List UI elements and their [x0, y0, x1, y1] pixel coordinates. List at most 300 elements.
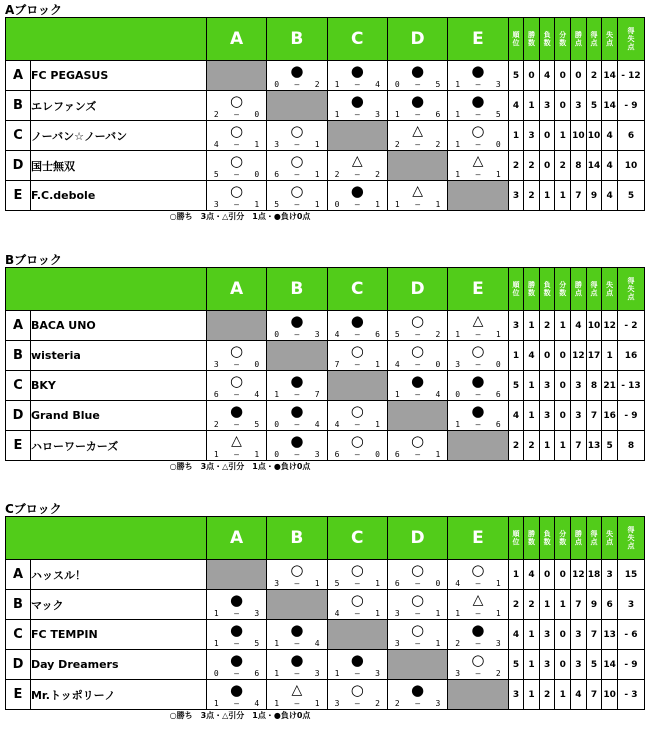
- stat-value: 0: [555, 61, 571, 91]
- block-title: Cブロック: [5, 502, 62, 516]
- stat-header-label: 得失点: [627, 27, 635, 51]
- stat-header-label: 失点: [606, 530, 614, 546]
- score-dash: –: [294, 450, 300, 459]
- win-mark-icon: ○: [290, 152, 304, 170]
- score-opponent: 4: [314, 639, 320, 648]
- score-opponent: 2: [375, 699, 380, 708]
- score-own: 0: [274, 80, 280, 89]
- match-result-cell: [448, 121, 508, 151]
- stat-value: 4: [539, 61, 555, 91]
- score-own: 0: [274, 330, 280, 339]
- score-dash: –: [475, 669, 481, 678]
- score-dash: –: [294, 200, 300, 209]
- score-dash: –: [475, 609, 481, 618]
- stat-value: 0: [555, 620, 571, 650]
- stat-value: 7: [571, 590, 587, 620]
- match-result-cell: [448, 620, 508, 650]
- stat-value: 0: [571, 61, 587, 91]
- score-dash: –: [234, 699, 239, 708]
- match-result-cell: [206, 181, 266, 211]
- stat-value: 2: [524, 431, 540, 461]
- match-result-cell: [206, 341, 266, 371]
- team-row: [6, 401, 645, 431]
- stat-value: 3: [539, 371, 555, 401]
- stat-value: - 9: [617, 91, 644, 121]
- team-name: Mr.トッポリーノ: [30, 680, 206, 710]
- match-result-cell: [387, 181, 447, 211]
- match-result-cell: [327, 341, 387, 371]
- score-dash: –: [475, 110, 481, 119]
- column-header: D: [387, 517, 447, 560]
- score-opponent: 1: [254, 200, 260, 209]
- score-dash: –: [475, 390, 481, 399]
- score-opponent: 4: [314, 420, 320, 429]
- stat-value: 2: [539, 680, 555, 710]
- score-dash: –: [234, 360, 239, 369]
- loss-mark-icon: ●: [471, 621, 485, 639]
- stat-header: [571, 18, 587, 61]
- stat-value: - 13: [617, 371, 644, 401]
- stat-header-label: 勝数: [528, 281, 536, 297]
- stat-header: [524, 517, 540, 560]
- loss-mark-icon: ●: [350, 62, 364, 80]
- match-result-cell: [327, 650, 387, 680]
- win-mark-icon: ○: [411, 432, 425, 450]
- team-name: BKY: [30, 371, 206, 401]
- stat-value: 10: [571, 121, 587, 151]
- score-opponent: 4: [254, 699, 260, 708]
- score-own: 1: [394, 200, 400, 209]
- score-own: 1: [455, 330, 461, 339]
- stat-value: 17: [586, 341, 602, 371]
- stat-header-label: 分数: [559, 530, 567, 546]
- score-own: 3: [213, 200, 219, 209]
- stat-value: 1: [508, 341, 524, 371]
- match-result-cell: [448, 401, 508, 431]
- draw-mark-icon: △: [351, 153, 363, 169]
- header-row: [6, 18, 645, 61]
- stat-value: 13: [602, 620, 618, 650]
- win-mark-icon: ○: [411, 621, 425, 639]
- loss-mark-icon: ●: [290, 621, 304, 639]
- stat-value: 18: [586, 560, 602, 590]
- stat-header: [539, 18, 555, 61]
- score-own: 6: [394, 579, 400, 588]
- header-row: [6, 268, 645, 311]
- score-dash: –: [415, 579, 421, 588]
- column-header: A: [206, 18, 266, 61]
- match-result-cell: [267, 680, 327, 710]
- stat-value: 12: [602, 311, 618, 341]
- stat-header-label: 失点: [606, 281, 614, 297]
- stat-header-label: 順位: [512, 31, 520, 47]
- score-own: 1: [213, 609, 219, 618]
- row-letter: C: [6, 620, 31, 650]
- row-letter: A: [6, 560, 31, 590]
- stat-value: 10: [617, 151, 644, 181]
- score-opponent: 1: [435, 609, 441, 618]
- stat-value: 1: [555, 181, 571, 211]
- team-row: [6, 620, 645, 650]
- loss-mark-icon: ●: [411, 681, 425, 699]
- match-result-cell: [387, 620, 447, 650]
- score-dash: –: [354, 579, 360, 588]
- draw-mark-icon: △: [412, 183, 423, 199]
- stat-value: 4: [508, 620, 524, 650]
- stat-value: 2: [586, 61, 602, 91]
- loss-mark-icon: ●: [350, 312, 364, 330]
- stat-header-label: 勝数: [528, 31, 536, 47]
- score-opponent: 1: [495, 609, 501, 618]
- loss-mark-icon: ●: [411, 92, 425, 110]
- score-dash: –: [415, 639, 421, 648]
- score-dash: –: [415, 80, 421, 89]
- score-dash: –: [415, 699, 421, 708]
- score-opponent: 0: [254, 360, 260, 369]
- match-result-cell: [448, 560, 508, 590]
- match-result-cell: [206, 151, 266, 181]
- match-result-cell: [267, 371, 327, 401]
- team-row: [6, 181, 645, 211]
- stat-value: 10: [586, 121, 602, 151]
- match-result-cell: [327, 311, 387, 341]
- loss-mark-icon: ●: [350, 92, 364, 110]
- stat-value: 8: [571, 151, 587, 181]
- stat-value: - 3: [617, 680, 644, 710]
- team-name: F.C.debole: [30, 181, 206, 211]
- score-dash: –: [294, 330, 300, 339]
- score-dash: –: [475, 80, 481, 89]
- score-dash: –: [234, 669, 239, 678]
- row-letter: D: [6, 401, 31, 431]
- score-own: 0: [394, 80, 400, 89]
- stat-header: [555, 517, 571, 560]
- score-dash: –: [415, 360, 421, 369]
- stat-value: 4: [571, 680, 587, 710]
- score-dash: –: [415, 140, 421, 149]
- score-own: 3: [455, 669, 461, 678]
- stat-value: 7: [571, 431, 587, 461]
- stat-header-label: 順位: [512, 281, 520, 297]
- stat-value: 3: [539, 401, 555, 431]
- stat-value: 4: [602, 121, 618, 151]
- team-row: [6, 61, 645, 91]
- loss-mark-icon: ●: [229, 621, 244, 639]
- score-dash: –: [415, 200, 421, 209]
- stat-value: 2: [524, 590, 540, 620]
- stat-value: 8: [586, 371, 602, 401]
- row-letter: A: [6, 61, 31, 91]
- team-name: マック: [30, 590, 206, 620]
- score-own: 6: [274, 170, 280, 179]
- score-own: 4: [334, 609, 340, 618]
- stat-header-label: 失点: [606, 31, 614, 47]
- win-mark-icon: ○: [350, 342, 364, 360]
- win-mark-icon: ○: [229, 92, 244, 110]
- column-header: D: [387, 268, 447, 311]
- score-dash: –: [415, 609, 421, 618]
- row-letter: E: [6, 680, 31, 710]
- score-dash: –: [294, 420, 300, 429]
- score-opponent: 6: [495, 390, 501, 399]
- legend-text: ○勝ち 3点・△引分 1点・●負け0点: [169, 212, 311, 221]
- score-opponent: 1: [495, 579, 501, 588]
- score-own: 3: [334, 699, 340, 708]
- match-result-cell: [206, 431, 266, 461]
- score-opponent: 5: [435, 80, 441, 89]
- column-header: E: [448, 268, 508, 311]
- self-match-cell: [327, 121, 387, 151]
- stat-value: 0: [555, 91, 571, 121]
- team-row: [6, 91, 645, 121]
- match-result-cell: [387, 91, 447, 121]
- score-opponent: 3: [314, 450, 320, 459]
- stat-header-label: 分数: [559, 281, 567, 297]
- column-header: B: [267, 18, 327, 61]
- score-own: 0: [213, 669, 219, 678]
- stat-header-label: 順位: [512, 530, 520, 546]
- score-opponent: 1: [375, 609, 380, 618]
- draw-mark-icon: △: [472, 592, 484, 608]
- score-own: 4: [213, 140, 219, 149]
- stat-header-label: 得失点: [627, 526, 635, 550]
- score-dash: –: [415, 330, 421, 339]
- self-match-cell: [267, 341, 327, 371]
- stat-header: [602, 517, 618, 560]
- stat-value: 8: [617, 431, 644, 461]
- loss-mark-icon: ●: [471, 62, 485, 80]
- score-own: 7: [334, 360, 340, 369]
- score-opponent: 0: [495, 360, 501, 369]
- score-own: 6: [394, 450, 400, 459]
- win-mark-icon: ○: [411, 342, 425, 360]
- score-own: 2: [213, 110, 219, 119]
- score-opponent: 0: [254, 110, 260, 119]
- score-own: 1: [455, 420, 461, 429]
- stat-value: 16: [617, 341, 644, 371]
- stat-header-label: 負数: [543, 530, 551, 546]
- team-row: [6, 650, 645, 680]
- match-result-cell: [327, 680, 387, 710]
- stat-value: 1: [555, 311, 571, 341]
- win-mark-icon: ○: [350, 591, 364, 609]
- match-result-cell: [387, 341, 447, 371]
- score-own: 1: [213, 639, 219, 648]
- match-result-cell: [448, 371, 508, 401]
- stat-header: [586, 268, 602, 311]
- loss-mark-icon: ●: [471, 402, 485, 420]
- match-result-cell: [267, 401, 327, 431]
- score-dash: –: [475, 579, 481, 588]
- team-row: [6, 121, 645, 151]
- stat-header: [602, 18, 618, 61]
- win-mark-icon: ○: [350, 432, 364, 450]
- match-result-cell: [206, 620, 266, 650]
- stat-value: 4: [508, 91, 524, 121]
- block-title: Aブロック: [5, 3, 63, 17]
- stat-value: 14: [602, 91, 618, 121]
- win-mark-icon: ○: [229, 342, 244, 360]
- score-opponent: 1: [254, 140, 260, 149]
- stat-value: 1: [539, 181, 555, 211]
- score-dash: –: [475, 330, 481, 339]
- match-result-cell: [267, 121, 327, 151]
- score-dash: –: [234, 170, 239, 179]
- score-opponent: 2: [314, 80, 320, 89]
- match-result-cell: [387, 371, 447, 401]
- column-header: C: [327, 18, 387, 61]
- score-opponent: 6: [495, 420, 501, 429]
- score-own: 2: [334, 170, 340, 179]
- score-opponent: 3: [254, 609, 260, 618]
- stat-header-label: 勝数: [528, 530, 536, 546]
- team-row: [6, 151, 645, 181]
- stat-value: 1: [555, 431, 571, 461]
- match-result-cell: [206, 590, 266, 620]
- stat-value: 12: [571, 560, 587, 590]
- self-match-cell: [267, 91, 327, 121]
- team-row: [6, 311, 645, 341]
- stat-header-label: 得点: [590, 530, 598, 546]
- column-header: D: [387, 18, 447, 61]
- score-own: 1: [334, 669, 340, 678]
- score-opponent: 1: [314, 200, 320, 209]
- self-match-cell: [448, 680, 508, 710]
- match-result-cell: [267, 151, 327, 181]
- win-mark-icon: ○: [229, 182, 244, 200]
- score-own: 3: [394, 639, 400, 648]
- column-header: E: [448, 517, 508, 560]
- score-dash: –: [234, 390, 239, 399]
- win-mark-icon: ○: [411, 561, 425, 579]
- team-name: エレファンズ: [30, 91, 206, 121]
- stat-value: 9: [586, 181, 602, 211]
- score-opponent: 1: [495, 330, 501, 339]
- match-result-cell: [448, 311, 508, 341]
- row-letter: B: [6, 341, 31, 371]
- score-dash: –: [354, 360, 360, 369]
- match-result-cell: [387, 431, 447, 461]
- match-result-cell: [206, 650, 266, 680]
- stat-value: 2: [508, 431, 524, 461]
- loss-mark-icon: ●: [350, 182, 364, 200]
- stat-value: 5: [508, 61, 524, 91]
- team-name: FC PEGASUS: [30, 61, 206, 91]
- score-dash: –: [354, 450, 360, 459]
- score-dash: –: [354, 110, 360, 119]
- match-result-cell: [267, 431, 327, 461]
- score-dash: –: [354, 669, 360, 678]
- score-own: 1: [455, 140, 461, 149]
- row-letter: B: [6, 91, 31, 121]
- team-row: [6, 590, 645, 620]
- stat-header: [508, 268, 524, 311]
- score-dash: –: [354, 330, 360, 339]
- stat-value: 3: [571, 620, 587, 650]
- score-own: 5: [334, 579, 340, 588]
- score-opponent: 4: [254, 390, 260, 399]
- stat-header-label: 負数: [543, 31, 551, 47]
- self-match-cell: [387, 650, 447, 680]
- win-mark-icon: ○: [411, 591, 425, 609]
- stat-value: 3: [539, 620, 555, 650]
- score-opponent: 1: [314, 579, 320, 588]
- stat-header-label: 得点: [590, 281, 598, 297]
- row-letter: E: [6, 431, 31, 461]
- score-dash: –: [354, 200, 360, 209]
- loss-mark-icon: ●: [471, 372, 485, 390]
- score-opponent: 0: [435, 360, 441, 369]
- score-own: 5: [274, 200, 280, 209]
- score-own: 0: [334, 200, 340, 209]
- stat-value: 3: [571, 371, 587, 401]
- score-opponent: 2: [435, 330, 441, 339]
- score-opponent: 7: [314, 390, 320, 399]
- team-name: ノーバン☆ノーバン: [30, 121, 206, 151]
- column-header: A: [206, 517, 266, 560]
- score-own: 2: [213, 420, 219, 429]
- team-name: Grand Blue: [30, 401, 206, 431]
- draw-mark-icon: △: [291, 682, 303, 698]
- score-opponent: 1: [375, 579, 380, 588]
- win-mark-icon: ○: [350, 561, 364, 579]
- score-opponent: 1: [435, 450, 441, 459]
- stat-header-label: 勝点: [574, 31, 582, 47]
- stat-header: [571, 517, 587, 560]
- win-mark-icon: ○: [229, 152, 244, 170]
- match-result-cell: [448, 650, 508, 680]
- stat-header: [524, 18, 540, 61]
- win-mark-icon: ○: [290, 122, 304, 140]
- score-dash: –: [475, 639, 481, 648]
- stat-header: [571, 268, 587, 311]
- stat-value: 4: [508, 401, 524, 431]
- score-own: 2: [394, 140, 400, 149]
- loss-mark-icon: ●: [290, 372, 304, 390]
- score-opponent: 5: [495, 110, 501, 119]
- stat-value: 3: [524, 121, 540, 151]
- score-dash: –: [234, 140, 239, 149]
- header-blank: [6, 268, 207, 311]
- self-match-cell: [387, 401, 447, 431]
- score-dash: –: [234, 609, 239, 618]
- score-dash: –: [294, 639, 300, 648]
- match-result-cell: [387, 590, 447, 620]
- score-dash: –: [234, 420, 239, 429]
- stat-value: 3: [571, 91, 587, 121]
- score-own: 3: [394, 609, 400, 618]
- stat-value: 14: [602, 61, 618, 91]
- self-match-cell: [387, 151, 447, 181]
- score-dash: –: [354, 699, 360, 708]
- team-row: [6, 431, 645, 461]
- stat-value: 3: [508, 680, 524, 710]
- loss-mark-icon: ●: [290, 651, 304, 669]
- score-opponent: 1: [314, 170, 320, 179]
- win-mark-icon: ○: [229, 122, 244, 140]
- loss-mark-icon: ●: [229, 591, 244, 609]
- score-own: 2: [394, 699, 400, 708]
- loss-mark-icon: ●: [290, 312, 304, 330]
- score-dash: –: [294, 140, 300, 149]
- stat-value: 2: [508, 151, 524, 181]
- score-own: 3: [274, 579, 280, 588]
- stat-value: 12: [571, 341, 587, 371]
- stat-value: 3: [508, 181, 524, 211]
- score-own: 1: [394, 390, 400, 399]
- score-own: 1: [455, 80, 461, 89]
- score-dash: –: [294, 699, 300, 708]
